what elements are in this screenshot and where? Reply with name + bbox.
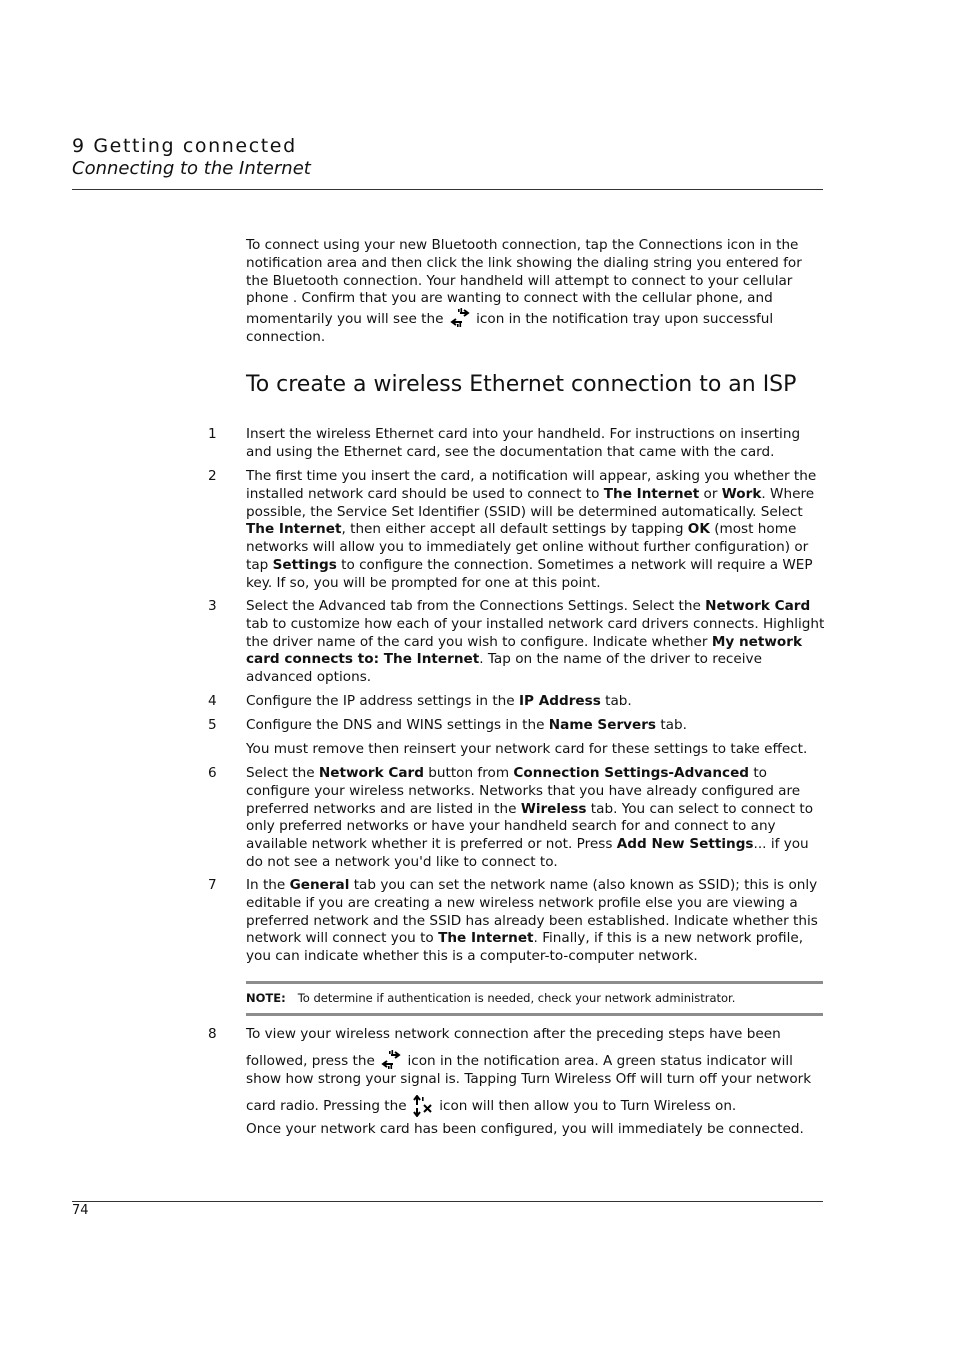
header-divider	[72, 189, 823, 190]
step-8-line1: To view your wireless network connection after the preceding steps have been	[246, 1026, 781, 1042]
step-2-text: The first time you insert the card, a notification will appear, asking you whether the installed network card should be used to connect to The Internet or Work. Where possible, the Service Set Identifier (SSID) will be determined automatically. Select The Internet, then either accept all default settings by tapping OK (most home networks will allow you to immediately get online without further configuration) or tap Settings to configure the connection. Sometimes a network will require a WEP key. If so, you will be prompted for one at this point.	[246, 468, 817, 591]
step-number: 1	[208, 426, 217, 442]
note-text: NOTE: To determine if authentication is needed, check your network administrator.	[246, 991, 736, 1005]
section-heading: To create a wireless Ethernet connection to an ISP	[246, 372, 797, 397]
step-number: 4	[208, 693, 217, 709]
step-8-line3: card radio. Pressing the icon will then allow you to Turn Wireless on.	[246, 1095, 826, 1116]
step-4-text: Configure the IP address settings in the IP Address tab.	[246, 693, 632, 709]
step-number: 5	[208, 717, 217, 733]
note-label: NOTE:	[246, 991, 286, 1005]
closing-line: Once your network card has been configured, you will immediately be connected.	[246, 1121, 804, 1137]
step-5-followup: You must remove then reinsert your network card for these settings to take effect.	[246, 741, 808, 757]
connections-arrows-icon	[379, 1050, 403, 1070]
footer-divider	[72, 1201, 823, 1202]
wireless-off-icon	[411, 1095, 435, 1115]
step-number: 8	[208, 1026, 217, 1042]
step-6-text: Select the Network Card button from Connection Settings-Advanced to configure your wireless networks. Networks that you have already configured are preferred networks and are listed in the Wireless tab. You can select to connect to only preferred networks or have your handheld search for and connect to any available network whether it is preferred or not. Press Add New Settings... if you do not see a network you'd like to connect to.	[246, 765, 814, 870]
step-number: 7	[208, 877, 217, 893]
step-5-text: Configure the DNS and WINS settings in the Name Servers tab.	[246, 717, 687, 733]
step-7-text: In the General tab you can set the network name (also known as SSID); this is only editable if you are creating a new wireless network profile else you are viewing a preferred network and the SSID has already been established. Indicate whether this network will connect you to The Internet. Finally, if this is a new network profile, you can indicate whether this is a computer-to-computer network.	[246, 877, 818, 965]
page-number: 74	[72, 1203, 89, 1218]
step-3-text: Select the Advanced tab from the Connections Settings. Select the Network Card tab to customize how each of your installed network card drivers connects. Highlight the driver name of the card you wish to configure. Indicate whether My network card connects to: The Internet. Tap on the name of the driver to receive advanced options.	[246, 598, 825, 686]
chapter-title: 9 Getting connected	[72, 135, 297, 157]
step-number: 3	[208, 598, 217, 614]
connections-arrows-icon	[448, 308, 472, 328]
step-number: 2	[208, 468, 217, 484]
step-8-text: followed, press the icon in the notification area. A green status indicator will show how strong your signal is. Tapping Turn Wireless Off will turn off your network	[246, 1050, 826, 1089]
step-1-text: Insert the wireless Ethernet card into your handheld. For instructions on inserting and using the Ethernet card, see the documentation that came with the card.	[246, 426, 801, 460]
intro-paragraph: To connect using your new Bluetooth connection, tap the Connections icon in the notification area and then click the link showing the dialing string you entered for the Bluetooth connection. Your handheld will attempt to connect to your cellular phone . Confirm that you are wanting to connect with the cellular phone, and momentarily you will see the icon in the notification tray upon successful connection.	[246, 237, 802, 345]
step-number: 6	[208, 765, 217, 781]
note-box	[246, 981, 823, 1016]
section-title: Connecting to the Internet	[72, 158, 311, 179]
